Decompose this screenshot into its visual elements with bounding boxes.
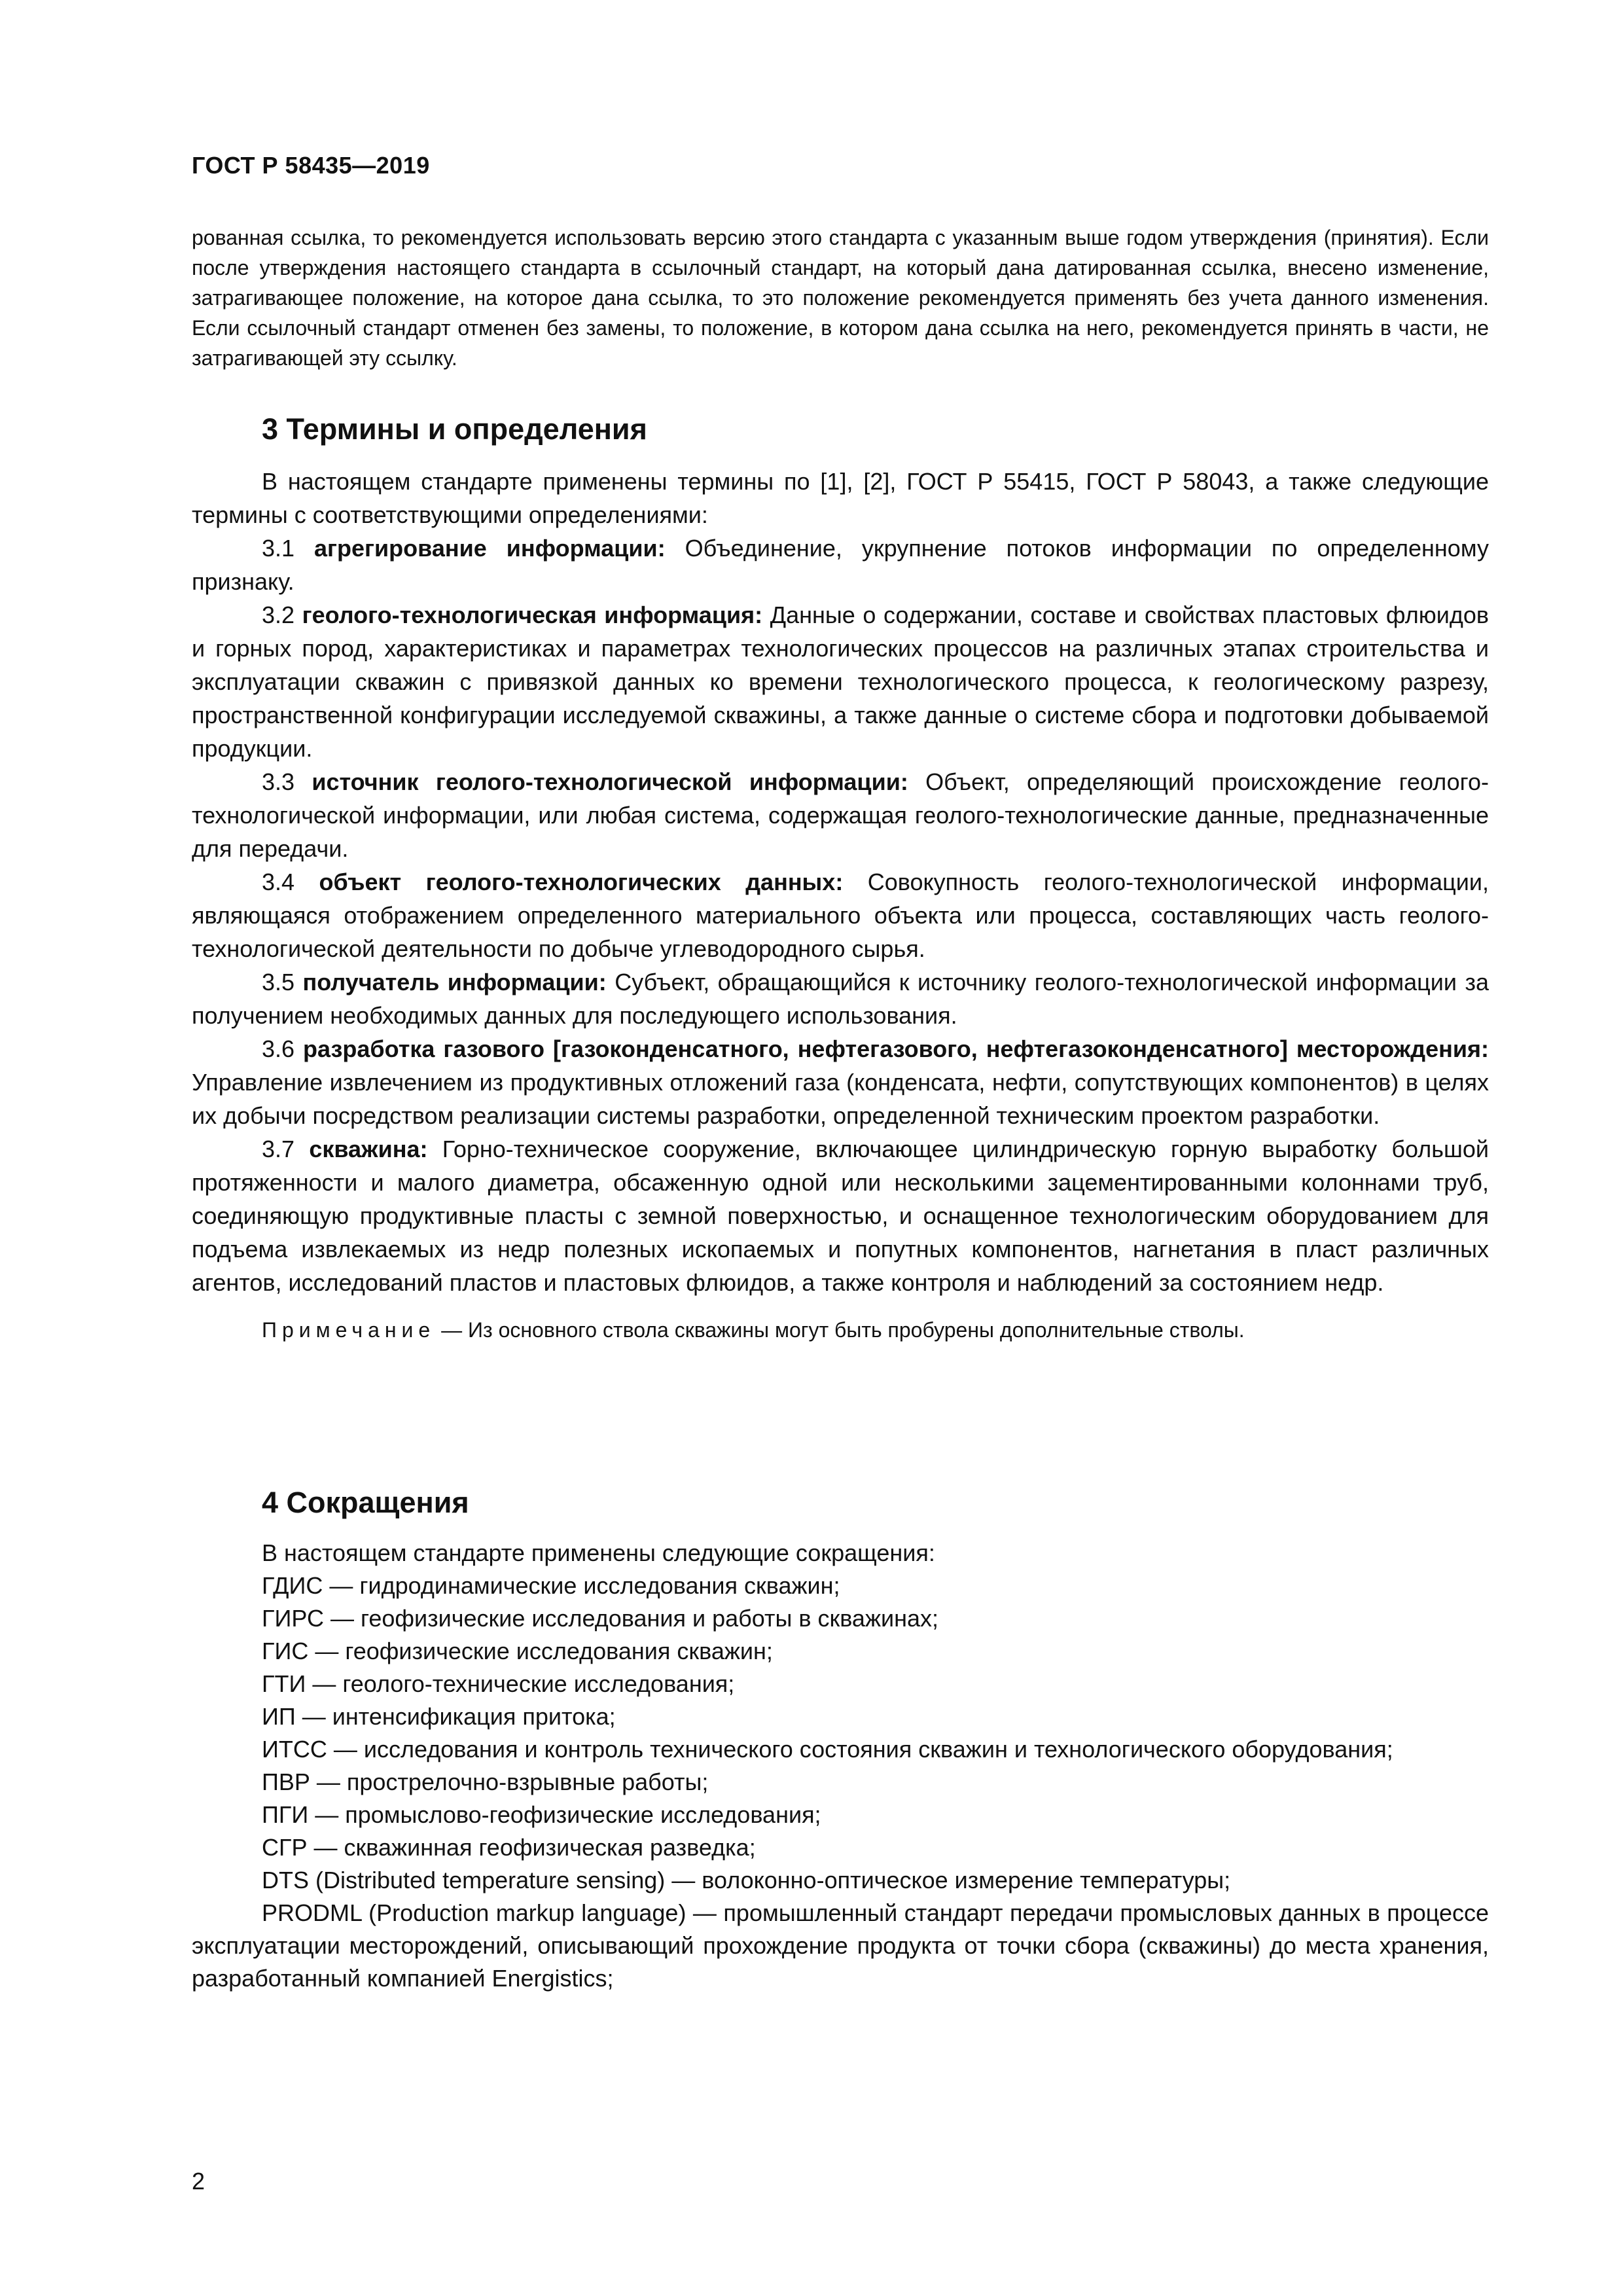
abbreviation-item: ИТСС — исследования и контроль технического состояния скважин и технологического оборудования;: [262, 1736, 1393, 1763]
term-name: агрегирование информации:: [314, 535, 666, 562]
term-name: скважина:: [309, 1136, 428, 1162]
term-number: 3.1: [262, 535, 295, 562]
term-entry: [192, 531, 1489, 598]
term-definition: Объект, определяющий происхождение геолого-технологической информации, или любая система, содержащая геолого-технологические данные, предназначенные для передачи.: [192, 768, 1489, 862]
term-entry: [192, 865, 1489, 965]
term-entry: [192, 1032, 1489, 1132]
section-terms: [192, 412, 1489, 1345]
term-definition: Горно-техническое сооружение, включающее цилиндрическую горную выработку большой протяженности и малого диаметра, обсаженную одной или несколькими зацементированными колоннами труб, соединяющую продуктивные пласты с земной поверхностью, и оснащенное технологическим оборудованием для подъема извлекаемых из недр полезных ископаемых и попутных компонентов, нагнетания в пласт различных агентов, исследований пластов и пластовых флюидов, а также контроля и наблюдений за состоянием недр.: [192, 1136, 1489, 1296]
page-number: 2: [192, 2168, 205, 2195]
term-name: разработка газового [газоконденсатного, нефтегазового, нефтегазоконденсатного] месторождения:: [303, 1035, 1489, 1062]
term-name: геолого-технологическая информация:: [302, 601, 763, 628]
term-definition: Управление извлечением из продуктивных отложений газа (конденсата, нефти, сопутствующих компонентов) в целях их добычи посредством реализации системы разработки, определенной техническим проектом разработки.: [192, 1069, 1489, 1129]
term-entry: [192, 598, 1489, 765]
abbreviation-item: DTS (Distributed temperature sensing) — волоконно-оптическое измерение температуры;: [262, 1867, 1231, 1893]
term-number: 3.6: [262, 1035, 295, 1062]
abbreviation-item: ГДИС — гидродинамические исследования скважин;: [262, 1572, 840, 1599]
term-number: 3.4: [262, 869, 295, 895]
term-number: 3.2: [262, 601, 295, 628]
term-number: 3.5: [262, 969, 295, 996]
term-name: источник геолого-технологической информации:: [312, 768, 908, 795]
abbreviation-item: ПВР — прострелочно-взрывные работы;: [262, 1768, 709, 1795]
section-4-body: [192, 1537, 1489, 1995]
term-number: 3.3: [262, 768, 295, 795]
term-number: 3.7: [262, 1136, 295, 1162]
abbreviation-item: ГИС — геофизические исследования скважин;: [262, 1638, 773, 1664]
section-4-title: 4 Сокращения: [262, 1486, 469, 1519]
term-definition: Объединение, укрупнение потоков информации по определенному признаку.: [192, 535, 1489, 595]
abbreviation-item: ИП — интенсификация притока;: [262, 1703, 616, 1730]
term-entry: [192, 765, 1489, 865]
abbreviation-item: ПГИ — промыслово-геофизические исследования;: [262, 1801, 821, 1828]
section-3-body: [192, 465, 1489, 1299]
note-label: Примечание: [262, 1318, 436, 1342]
intro-paragraph: [192, 223, 1489, 373]
document-header: ГОСТ Р 58435—2019: [192, 152, 430, 179]
term-definition: Данные о содержании, составе и свойствах пластовых флюидов и горных пород, характеристиках и параметрах технологических процессов на различных этапах строительства и эксплуатации скважин с привязкой данных ко времени технологического процесса, к геологическому разрезу, пространственной конфигурации исследуемой скважины, а также данные о системе сбора и подготовки добываемой продукции.: [192, 601, 1489, 762]
note-text: — Из основного ствола скважины могут быть пробурены дополнительные стволы.: [435, 1318, 1245, 1342]
term-name: получатель информации:: [302, 969, 607, 996]
section-3-title: 3 Термины и определения: [262, 412, 647, 446]
intro-text: рованная ссылка, то рекомендуется использовать версию этого стандарта с указанным выше годом утверждения (принятия). Если после утверждения настоящего стандарта в ссылочный стандарт, на который дана датированная ссылка, внесено изменение, затрагивающее положение, на которое дана ссылка, то это положение рекомендуется применять без учета данного изменения. Если ссылочный стандарт отменен без замены, то положение, в котором дана ссылка на него, рекомендуется принять в части, не затрагивающей эту ссылку.: [192, 226, 1489, 370]
abbreviation-item: ГИРС — геофизические исследования и работы в скважинах;: [262, 1605, 939, 1632]
section-abbreviations: [192, 1486, 1489, 1995]
term-name: объект геолого-технологических данных:: [319, 869, 844, 895]
term-definition: Субъект, обращающийся к источнику геолого-технологической информации за получением необходимых данных для последующего использования.: [192, 969, 1489, 1029]
term-entry: [192, 1132, 1489, 1299]
abbreviation-item: PRODML (Production markup language) — промышленный стандарт передачи промысловых данных в процессе эксплуатации месторождений, описывающий прохождение продукта от точки сбора (скважины) до места хранения, разработанный компанией Energistics;: [192, 1899, 1489, 1992]
term-definition: Совокупность геолого-технологической информации, являющаяся отображением определенного материального объекта или процесса, составляющих часть геолого-технологической деятельности по добыче углеводородного сырья.: [192, 869, 1489, 962]
abbreviation-item: СГР — скважинная геофизическая разведка;: [262, 1834, 756, 1861]
term-entry: [192, 965, 1489, 1032]
abbreviation-item: ГТИ — геолого-технические исследования;: [262, 1670, 735, 1697]
section-3-lead: В настоящем стандарте применены термины по [1], [2], ГОСТ Р 55415, ГОСТ Р 58043, а также следующие термины с соответствующими определениями:: [192, 468, 1489, 528]
section-4-lead: В настоящем стандарте применены следующие сокращения:: [262, 1539, 935, 1566]
note: [192, 1315, 1489, 1345]
